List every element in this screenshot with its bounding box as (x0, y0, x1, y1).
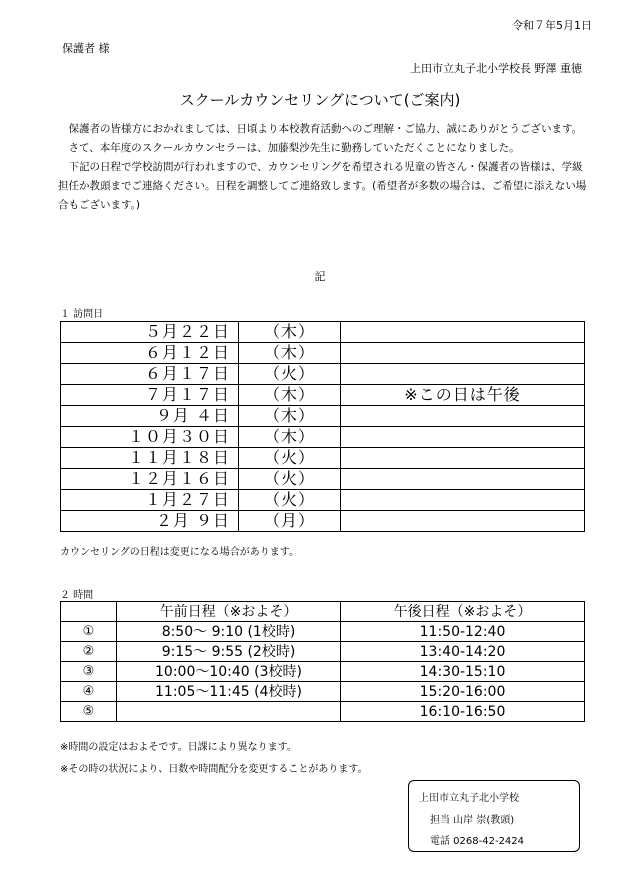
paragraph-instructions: 下記の日程で学校訪問が行われますので、カウンセリングを希望される児童の皆さん・保護者の皆様は、学級担任か教頭までご連絡ください。日程を調整してご連絡致します。(希望者が多数の場合は、ご希望に添えない場合もございます。) (58, 161, 587, 211)
visit-date: １月２７日 (61, 490, 239, 511)
time-slot-pm: 15:20-16:00 (341, 682, 585, 702)
visit-row (61, 511, 585, 532)
time-row (61, 622, 585, 642)
header-cell-blank (61, 602, 117, 622)
visit-weekday: （木） (239, 427, 341, 448)
visit-date: ６月１２日 (61, 343, 239, 364)
visit-dates-footnote: カウンセリングの日程は変更になる場合があります。 (60, 547, 299, 558)
visit-weekday: （木） (239, 322, 341, 343)
visit-dates-table (60, 321, 585, 532)
time-slot-am: 10:00～10:40 (3校時) (117, 662, 341, 682)
page-title: スクールカウンセリングについて(ご案内) (179, 91, 461, 109)
time-slot-am (117, 702, 341, 722)
time-slot-number: ② (61, 642, 117, 662)
body-text (58, 120, 588, 215)
header-cell-am: 午前日程（※およそ） (117, 602, 341, 622)
time-row (61, 642, 585, 662)
visit-row (61, 364, 585, 385)
visit-row (61, 385, 585, 406)
visit-date: １１月１８日 (61, 448, 239, 469)
visit-note (341, 322, 585, 343)
paragraph-greeting: 保護者の皆様方におかれましては、日頃より本校教育活動へのご理解・ご協力、誠にありがとうございます。 (68, 123, 583, 135)
visit-note (341, 448, 585, 469)
visit-date: ６月１７日 (61, 364, 239, 385)
visit-weekday: （火） (239, 469, 341, 490)
visit-note (341, 364, 585, 385)
visit-weekday: （木） (239, 406, 341, 427)
contact-person: 担当 山岸 崇(教頭) (430, 815, 515, 826)
visit-weekday: （木） (239, 343, 341, 364)
time-slot-pm: 11:50-12:40 (341, 622, 585, 642)
time-slot-number: ③ (61, 662, 117, 682)
time-slot-number: ⑤ (61, 702, 117, 722)
time-slot-am: 8:50～ 9:10 (1校時) (117, 622, 341, 642)
contact-school: 上田市立丸子北小学校 (419, 793, 519, 804)
time-slot-pm: 16:10-16:50 (341, 702, 585, 722)
visit-dates-heading: １ 訪問日 (60, 309, 104, 320)
contact-box (408, 780, 580, 852)
visit-note (341, 469, 585, 490)
sender: 上田市立丸子北小学校長 野澤 重徳 (410, 62, 582, 75)
times-header-row (61, 602, 585, 622)
time-row (61, 662, 585, 682)
visit-row (61, 427, 585, 448)
visit-row (61, 406, 585, 427)
document-date: 令和７年5月1日 (512, 19, 592, 32)
visit-weekday: （火） (239, 364, 341, 385)
time-row (61, 702, 585, 722)
paragraph-counselor: さて、本年度のスクールカウンセラーは、加藤梨沙先生に勤務していただくことになりました。 (68, 142, 520, 154)
ki-heading: 記 (314, 270, 326, 283)
visit-weekday: （月） (239, 511, 341, 532)
visit-date: ９月 ４日 (61, 406, 239, 427)
time-slot-am: 11:05～11:45 (4校時) (117, 682, 341, 702)
times-note-1: ※時間の設定はおよそです。日課により異なります。 (60, 742, 297, 753)
visit-note (341, 343, 585, 364)
visit-date: １０月３０日 (61, 427, 239, 448)
visit-row (61, 469, 585, 490)
visit-row (61, 448, 585, 469)
visit-note (341, 406, 585, 427)
visit-note (341, 511, 585, 532)
time-slot-pm: 14:30-15:10 (341, 662, 585, 682)
recipient: 保護者 様 (62, 42, 110, 55)
times-note-2: ※その時の状況により、日数や時間配分を変更することがあります。 (60, 764, 368, 775)
visit-note (341, 490, 585, 511)
contact-phone: 電話 0268-42-2424 (430, 836, 525, 847)
time-slot-number: ④ (61, 682, 117, 702)
visit-date: ５月２２日 (61, 322, 239, 343)
time-slot-number: ① (61, 622, 117, 642)
visit-weekday: （火） (239, 490, 341, 511)
times-table (60, 601, 585, 722)
visit-weekday: （火） (239, 448, 341, 469)
visit-note: ※この日は午後 (341, 385, 585, 406)
times-heading: ２ 時間 (60, 590, 94, 601)
visit-date: ７月１７日 (61, 385, 239, 406)
time-slot-am: 9:15～ 9:55 (2校時) (117, 642, 341, 662)
visit-date: １２月１６日 (61, 469, 239, 490)
header-cell-pm: 午後日程（※およそ） (341, 602, 585, 622)
time-slot-pm: 13:40-14:20 (341, 642, 585, 662)
time-row (61, 682, 585, 702)
visit-row (61, 322, 585, 343)
visit-note (341, 427, 585, 448)
visit-weekday: （木） (239, 385, 341, 406)
visit-row (61, 343, 585, 364)
visit-date: ２月 ９日 (61, 511, 239, 532)
visit-row (61, 490, 585, 511)
